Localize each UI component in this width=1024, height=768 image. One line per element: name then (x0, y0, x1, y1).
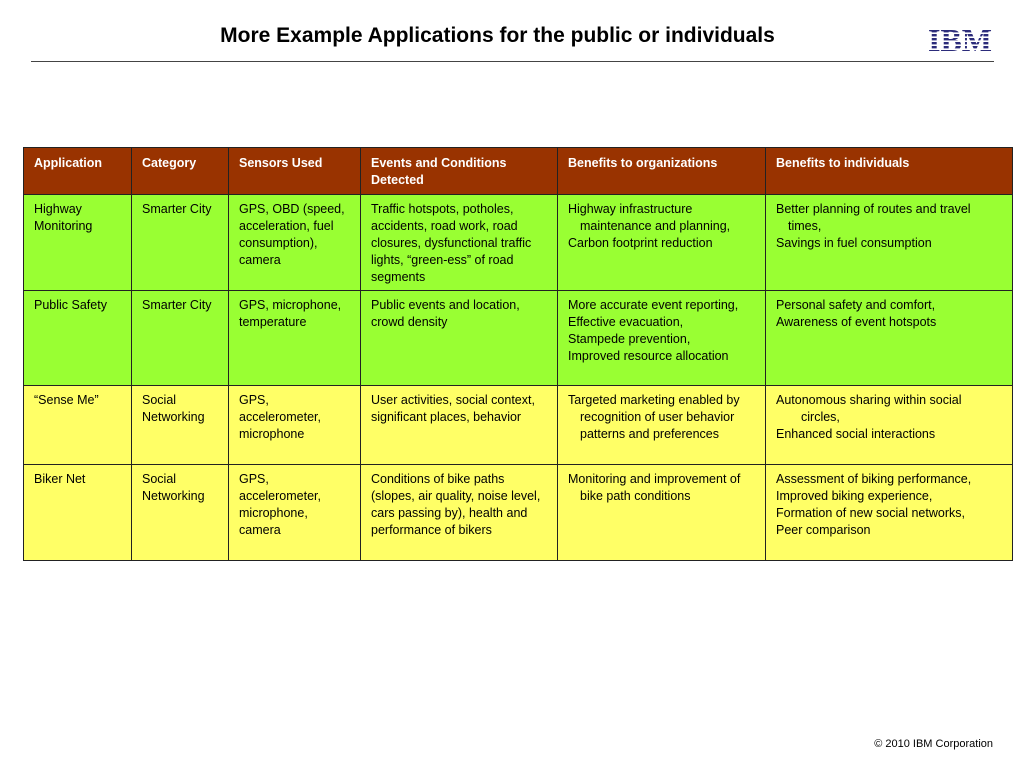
title-divider (31, 61, 994, 62)
cell-org-benefits (558, 386, 766, 465)
benefit-line: Better planning of routes and travel times, (776, 202, 971, 233)
cell-individual-benefits (766, 465, 1013, 561)
cell-org-benefits (558, 195, 766, 291)
cell-org-benefits (558, 465, 766, 561)
cell-application: Biker Net (24, 465, 132, 561)
cell-sensors: GPS, accelerometer, microphone, camera (229, 465, 361, 561)
cell-sensors: GPS, microphone, temperature (229, 291, 361, 386)
benefit-line: Awareness of event hotspots (776, 315, 937, 329)
cell-events: User activities, social context, significant places, behavior (361, 386, 558, 465)
benefit-line: Personal safety and comfort, (776, 298, 936, 312)
cell-application: Public Safety (24, 291, 132, 386)
benefit-line: Enhanced social interactions (776, 427, 936, 441)
copyright-footer: © 2010 IBM Corporation (874, 738, 993, 750)
cell-org-benefits (558, 291, 766, 386)
benefit-line: Savings in fuel consumption (776, 236, 932, 250)
cell-category: Social Networking (132, 465, 229, 561)
cell-individual-benefits (766, 195, 1013, 291)
benefit-line: Peer comparison (776, 523, 871, 537)
cell-application: Highway Monitoring (24, 195, 132, 291)
column-header-org-benefits: Benefits to organizations (558, 148, 766, 195)
cell-events: Conditions of bike paths (slopes, air quality, noise level, cars passing by), health and performance of bikers (361, 465, 558, 561)
benefit-line: Formation of new social networks, (776, 506, 965, 520)
cell-sensors: GPS, OBD (speed, acceleration, fuel consumption), camera (229, 195, 361, 291)
cell-individual-benefits (766, 291, 1013, 386)
benefit-line: Assessment of biking performance, (776, 472, 972, 486)
cell-category: Smarter City (132, 291, 229, 386)
cell-individual-benefits (766, 386, 1013, 465)
ibm-logo (924, 22, 996, 54)
benefit-line: Improved biking experience, (776, 489, 933, 503)
cell-sensors: GPS, accelerometer, microphone (229, 386, 361, 465)
table-row-highway-monitoring (24, 195, 1013, 291)
ibm-logo-text: IBM (928, 22, 992, 54)
column-header-application: Application (24, 148, 132, 195)
benefit-line: Autonomous sharing within social circles, (776, 393, 962, 424)
page-title: More Example Applications for the public or individuals (220, 24, 775, 47)
cell-events: Public events and location, crowd density (361, 291, 558, 386)
table-header-row (24, 148, 1013, 195)
benefit-line: More accurate event reporting, (568, 298, 739, 312)
cell-category: Social Networking (132, 386, 229, 465)
cell-application: “Sense Me” (24, 386, 132, 465)
benefit-line: Highway infrastructure maintenance and planning, (568, 202, 731, 233)
benefit-line: Effective evacuation, (568, 315, 684, 329)
column-header-sensors: Sensors Used (229, 148, 361, 195)
column-header-events: Events and Conditions Detected (361, 148, 558, 195)
cell-category: Smarter City (132, 195, 229, 291)
cell-events: Traffic hotspots, potholes, accidents, road work, road closures, dysfunctional traffic lights, “green-ess” of road segments (361, 195, 558, 291)
table-row-public-safety (24, 291, 1013, 386)
applications-table (23, 147, 1013, 561)
benefit-line: Carbon footprint reduction (568, 236, 713, 250)
column-header-category: Category (132, 148, 229, 195)
table-row-sense-me (24, 386, 1013, 465)
benefit-line: Stampede prevention, (568, 332, 691, 346)
benefit-line: Targeted marketing enabled by recognition of user behavior patterns and preferences (568, 393, 740, 441)
benefit-line: Monitoring and improvement of bike path conditions (568, 472, 741, 503)
table-row-biker-net (24, 465, 1013, 561)
column-header-individual-benefits: Benefits to individuals (766, 148, 1013, 195)
benefit-line: Improved resource allocation (568, 349, 729, 363)
